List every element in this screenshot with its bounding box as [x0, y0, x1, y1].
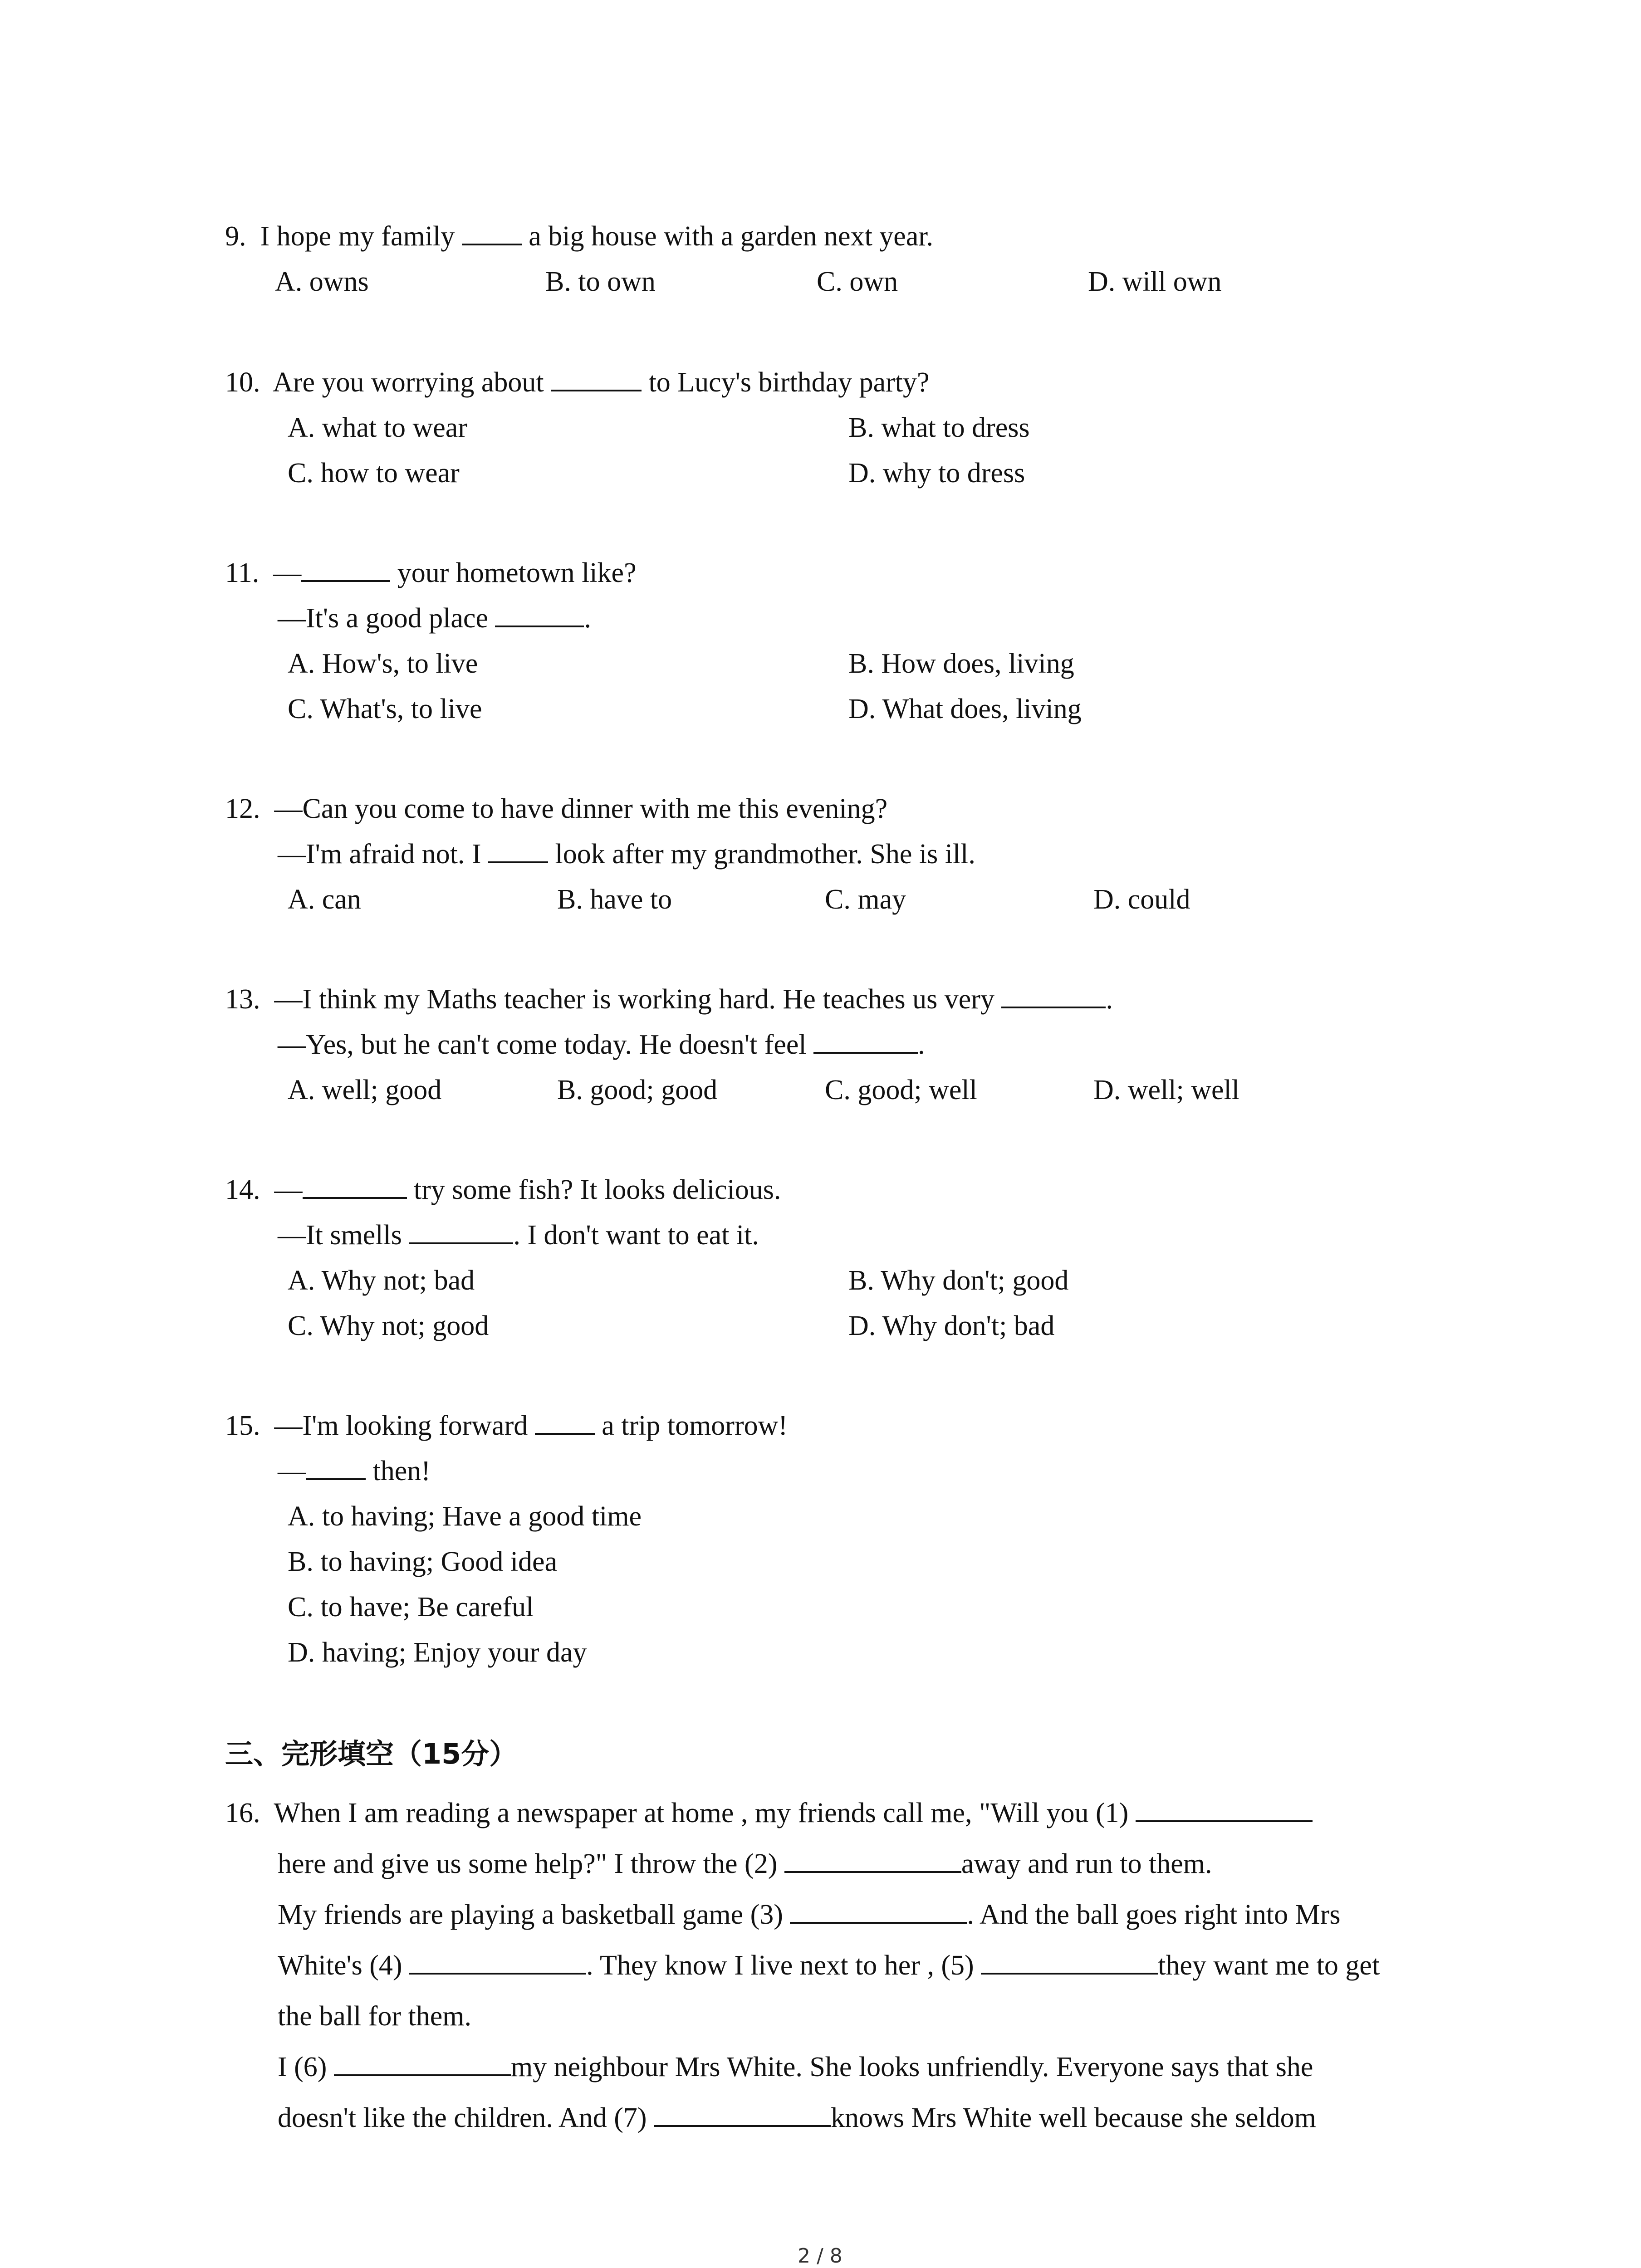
stem-text: —It smells: [278, 1220, 409, 1251]
answer-blank: [301, 577, 390, 582]
dialog-dash: —: [278, 1456, 306, 1486]
answer-blank-5: [981, 1970, 1158, 1975]
option-a: A. owns: [275, 266, 369, 297]
passage-text: here and give us some help?" I throw the (2): [278, 1848, 784, 1879]
answer-blank: [306, 1476, 366, 1480]
stem-text: look after my grandmother. She is ill.: [548, 839, 975, 870]
stem-text: .: [1106, 984, 1113, 1015]
answer-blank: [303, 1194, 407, 1199]
option-d: D. Why don't; bad: [848, 1310, 1055, 1341]
passage-text: doesn't like the children. And (7): [278, 2102, 654, 2133]
answer-blank: [462, 241, 522, 245]
cloze-line-2: [278, 1850, 1212, 1878]
question-14-line2: [278, 1221, 759, 1249]
question-number: 12.: [225, 793, 260, 824]
stem-text: . I don't want to eat it.: [513, 1220, 759, 1251]
cloze-line-6: [278, 2053, 1313, 2081]
option-b: B. what to dress: [848, 412, 1030, 443]
stem-text: a big house with a garden next year.: [521, 221, 934, 252]
page-number: 2 / 8: [798, 2244, 843, 2268]
option-b: B. have to: [557, 884, 672, 915]
cloze-line-3: [278, 1901, 1341, 1929]
question-number: 11.: [225, 557, 260, 588]
cloze-line-4: [278, 1951, 1380, 1980]
stem-text: I hope my family: [260, 221, 462, 252]
stem-text: —I think my Maths teacher is working hard. He teaches us very: [274, 984, 1002, 1015]
stem-text: —Yes, but he can't come today. He doesn't feel: [278, 1029, 814, 1060]
question-11-line1: [225, 559, 637, 587]
stem-text: .: [584, 603, 591, 634]
answer-blank-1: [1136, 1818, 1313, 1822]
option-c: C. to have; Be careful: [288, 1592, 534, 1623]
option-d: D. having; Enjoy your day: [288, 1637, 587, 1668]
passage-text: . And the ball goes right into Mrs: [967, 1899, 1341, 1930]
answer-blank-4: [409, 1970, 586, 1975]
passage-text: my neighbour Mrs White. She looks unfriendly. Everyone says that she: [510, 2052, 1313, 2082]
option-b: B. to own: [545, 266, 656, 297]
answer-blank-6: [334, 2072, 511, 2076]
option-d: D. why to dress: [848, 458, 1025, 489]
passage-text: . They know I live next to her , (5): [586, 1950, 981, 1981]
option-b: B. to having; Good idea: [288, 1546, 558, 1577]
stem-text: try some fish? It looks delicious.: [407, 1174, 781, 1205]
option-a: A. well; good: [288, 1075, 442, 1105]
passage-text: My friends are playing a basketball game (3): [278, 1899, 790, 1930]
answer-blank: [488, 859, 548, 863]
option-c: C. how to wear: [288, 458, 460, 489]
passage-text: they want me to get: [1158, 1950, 1380, 1981]
option-c: C. may: [825, 884, 906, 915]
option-c: C. own: [817, 266, 898, 297]
question-number: 14.: [225, 1174, 260, 1205]
option-b: B. How does, living: [848, 648, 1074, 679]
answer-blank: [495, 623, 584, 627]
passage-text: When I am reading a newspaper at home , my friends call me, "Will you (1): [274, 1798, 1136, 1828]
question-number: 15.: [225, 1410, 260, 1441]
option-a: A. what to wear: [288, 412, 467, 443]
option-d: D. well; well: [1093, 1075, 1239, 1105]
question-15-line2: [278, 1457, 431, 1485]
answer-blank: [535, 1430, 595, 1435]
option-a: A. to having; Have a good time: [288, 1501, 642, 1532]
answer-blank: [551, 387, 642, 391]
passage-text: I (6): [278, 2052, 334, 2082]
dialog-dash: —: [273, 557, 302, 588]
stem-text: your hometown like?: [390, 557, 637, 588]
option-a: A. can: [288, 884, 361, 915]
stem-text: Are you worrying about: [273, 367, 551, 398]
cloze-line-1: [225, 1799, 1313, 1827]
question-12-line1: [225, 795, 887, 823]
stem-text: then!: [366, 1456, 431, 1486]
option-d: D. will own: [1088, 266, 1222, 297]
option-c: C. good; well: [825, 1075, 977, 1105]
stem-text: a trip tomorrow!: [594, 1410, 788, 1441]
option-b: B. Why don't; good: [848, 1265, 1069, 1296]
passage-text: away and run to them.: [961, 1848, 1212, 1879]
question-13-line1: [225, 985, 1113, 1013]
question-15-line1: [225, 1412, 788, 1440]
option-a: A. How's, to live: [288, 648, 478, 679]
stem-text: .: [918, 1029, 925, 1060]
answer-blank-2: [784, 1868, 961, 1873]
question-number: 13.: [225, 984, 260, 1015]
question-10-stem: [225, 368, 930, 396]
cloze-line-7: [278, 2104, 1316, 2132]
question-11-line2: [278, 604, 591, 632]
answer-blank: [409, 1240, 513, 1244]
passage-text: knows Mrs White well because she seldom: [831, 2102, 1316, 2133]
answer-blank: [1001, 1004, 1106, 1008]
option-b: B. good; good: [557, 1075, 718, 1105]
stem-text: to Lucy's birthday party?: [642, 367, 930, 398]
answer-blank: [813, 1049, 918, 1054]
question-9-stem: [225, 222, 933, 250]
answer-blank-3: [790, 1919, 967, 1924]
stem-text: —Can you come to have dinner with me this evening?: [274, 793, 888, 824]
dialog-dash: —: [274, 1174, 303, 1205]
cloze-line-5: the ball for them.: [278, 2001, 471, 2032]
stem-text: —I'm looking forward: [274, 1410, 535, 1441]
option-d: D. What does, living: [848, 694, 1082, 724]
stem-text: —I'm afraid not. I: [278, 839, 488, 870]
option-d: D. could: [1093, 884, 1190, 915]
question-14-line1: [225, 1176, 781, 1204]
section-heading: 三、完形填空（15分）: [225, 1737, 518, 1770]
passage-text: White's (4): [278, 1950, 410, 1981]
option-c: C. What's, to live: [288, 694, 482, 724]
option-a: A. Why not; bad: [288, 1265, 475, 1296]
question-number: 9.: [225, 221, 246, 252]
question-12-line2: [278, 840, 975, 868]
question-number: 10.: [225, 367, 260, 398]
question-number: 16.: [225, 1798, 260, 1828]
answer-blank-7: [654, 2122, 831, 2127]
option-c: C. Why not; good: [288, 1310, 489, 1341]
question-13-line2: [278, 1031, 925, 1059]
stem-text: —It's a good place: [278, 603, 495, 634]
